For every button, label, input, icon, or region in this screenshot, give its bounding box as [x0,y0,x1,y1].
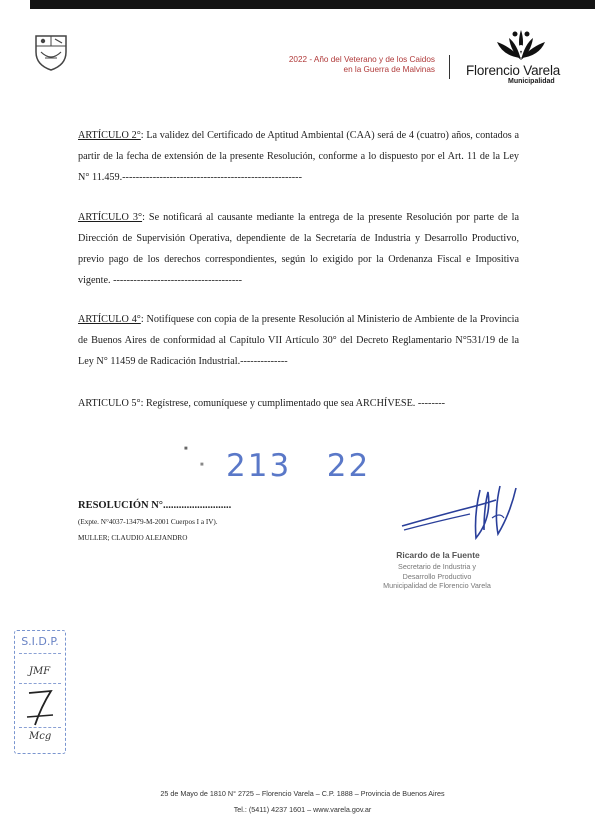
article-text: : La validez del Certificado de Aptitud Ambiental (CAA) será de 4 (cuatro) años, contados a partir de la fecha de extensión de la presente Resolución, conforme a lo dispuesto por el Art. 11 de la Ley N° 11.459.----------------------------------------------------- [78,130,519,183]
article-text: : Se notificará al causante mediante la entrega de la presente Resolución por parte de la Dirección de Supervisión Operativa, dependiente de la Secretaría de Industria y Desarrollo Productivo, previo pago de los derechos correspondientes, según lo exigido por la Ordenanza Fiscal e Impositiva vigente. -------------------------------------- [78,212,519,286]
motto-line-2: en la Guerra de Malvinas [343,65,435,74]
sidp-stamp-title: S.I.D.P. [21,635,59,648]
signatory-role-line: Secretario de Industria y [398,562,476,571]
motto-line-1: 2022 - Año del Veterano y de los Caidos [288,55,435,64]
stamp-tick-mark: ■ [200,462,204,468]
article-heading: ARTÍCULO 4° [78,314,141,325]
top-border-bar [30,0,595,9]
header-divider [449,55,450,79]
florencio-varela-logo-icon [495,28,547,64]
expediente-reference: (Expte. N°4037-13479-M-2001 Cuerpos I a IV). [78,518,218,526]
stamp-initials: Mcg [29,731,52,742]
stamp-initials: JMF [29,666,51,677]
year-motto [230,55,435,75]
stamp-divider [19,653,61,654]
signatory-role [362,562,512,591]
municipality-name: Florencio Varela [466,63,561,78]
stamp-tick-mark: ■ [184,446,188,452]
signatory-role-line: Municipalidad de Florencio Varela [383,581,491,590]
article-5 [78,393,519,414]
titular-name: MULLER; CLAUDIO ALEJANDRO [78,534,188,542]
article-3 [78,207,519,291]
signatory-name: Ricardo de la Fuente [396,550,480,560]
signatory-role-line: Desarrollo Productivo [402,571,472,581]
resolution-label: RESOLUCIÓN N°.......................... [78,500,232,511]
stamp-divider [19,683,61,684]
article-heading: ARTICULO 5° [78,398,141,409]
article-text: : Notifíquese con copia de la presente Resolución al Ministerio de Ambiente de la Provincia de Buenos Aires de conformidad al Capítulo VII Artículo 30° del Decreto Reglamentario N°531/19 de la Ley N° 11459 de Radicación Industrial.-------------- [78,314,519,367]
article-4 [78,309,519,372]
footer-address: 25 de Mayo de 1810 N° 2725 – Florencio Varela – C.P. 1888 – Provincia de Buenos Aires [160,789,445,798]
municipality-subtitle: Municipalidad [508,78,555,85]
article-text: : Regístrese, comuníquese y cumplimentado que sea ARCHÍVESE. -------- [140,398,446,409]
resolution-number-stamp: 213 22 [226,448,371,484]
coat-of-arms-icon [33,32,69,72]
article-heading: ARTÍCULO 2° [78,130,141,141]
article-2 [78,125,519,188]
sidp-stamp [14,630,66,754]
article-heading: ARTÍCULO 3° [78,212,143,223]
stamp-divider [19,727,61,728]
handwritten-signature [400,478,520,558]
footer-contact: Tel.: (5411) 4237 1601 – www.varela.gov.ar [233,805,372,814]
handwritten-mark [25,687,55,727]
